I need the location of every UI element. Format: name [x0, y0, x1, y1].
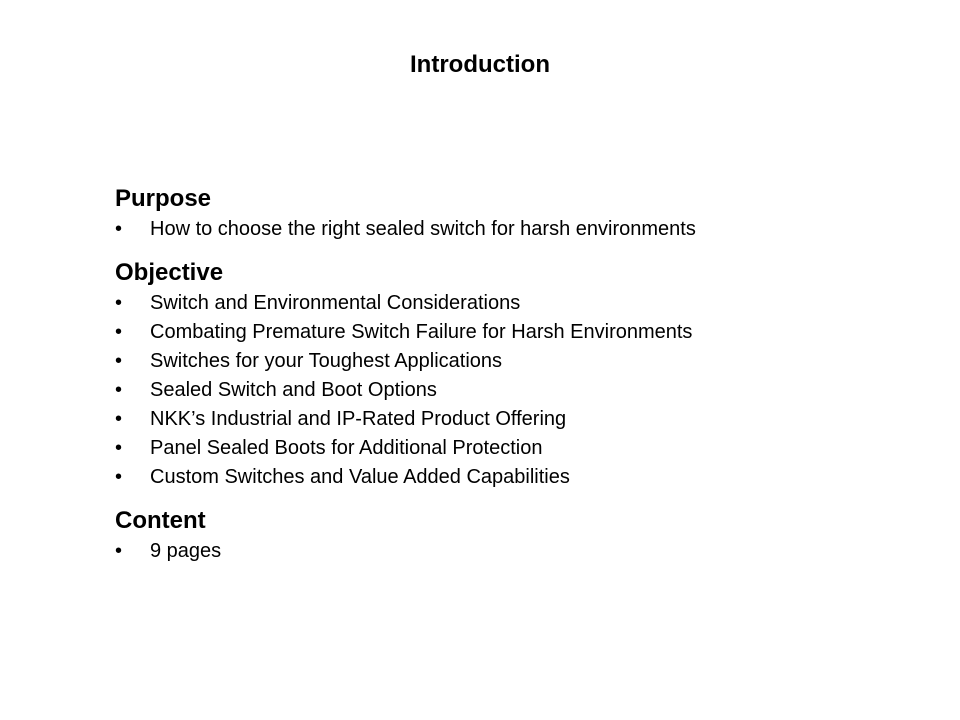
list-item — [115, 347, 875, 376]
bullet-icon: • — [115, 350, 123, 372]
bullet-icon: • — [115, 466, 123, 488]
list-item — [115, 405, 875, 434]
list-item — [115, 215, 875, 244]
slide-content — [115, 183, 875, 566]
bullet-icon: • — [115, 540, 123, 562]
section-purpose — [115, 183, 875, 244]
bullet-icon: • — [115, 321, 123, 343]
objective-bullet-list — [115, 289, 875, 492]
list-item — [115, 318, 875, 347]
list-item — [115, 376, 875, 405]
bullet-icon: • — [115, 218, 123, 240]
section-heading-purpose: Purpose — [115, 185, 212, 212]
list-item-text: How to choose the right sealed switch for harsh environments — [150, 218, 696, 240]
bullet-icon: • — [115, 437, 123, 459]
list-item-text: 9 pages — [150, 540, 222, 562]
section-heading-content: Content — [115, 507, 206, 534]
section-heading-objective: Objective — [115, 259, 224, 286]
slide-title: Introduction — [410, 51, 550, 78]
content-bullet-list — [115, 537, 875, 566]
list-item — [115, 463, 875, 492]
list-item-text: Switches for your Toughest Applications — [150, 350, 503, 372]
list-item-text: Combating Premature Switch Failure for Harsh Environments — [150, 321, 693, 343]
list-item-text: Sealed Switch and Boot Options — [150, 379, 437, 401]
list-item — [115, 434, 875, 463]
bullet-icon: • — [115, 379, 123, 401]
list-item — [115, 289, 875, 318]
list-item-text: Switch and Environmental Considerations — [150, 292, 521, 314]
bullet-icon: • — [115, 408, 123, 430]
bullet-icon: • — [115, 292, 123, 314]
list-item-text: Panel Sealed Boots for Additional Protection — [150, 437, 543, 459]
section-content — [115, 505, 875, 566]
list-item — [115, 537, 875, 566]
list-item-text: NKK’s Industrial and IP-Rated Product Offering — [150, 408, 567, 430]
section-objective — [115, 257, 875, 492]
list-item-text: Custom Switches and Value Added Capabilities — [150, 466, 570, 488]
purpose-bullet-list — [115, 215, 875, 244]
